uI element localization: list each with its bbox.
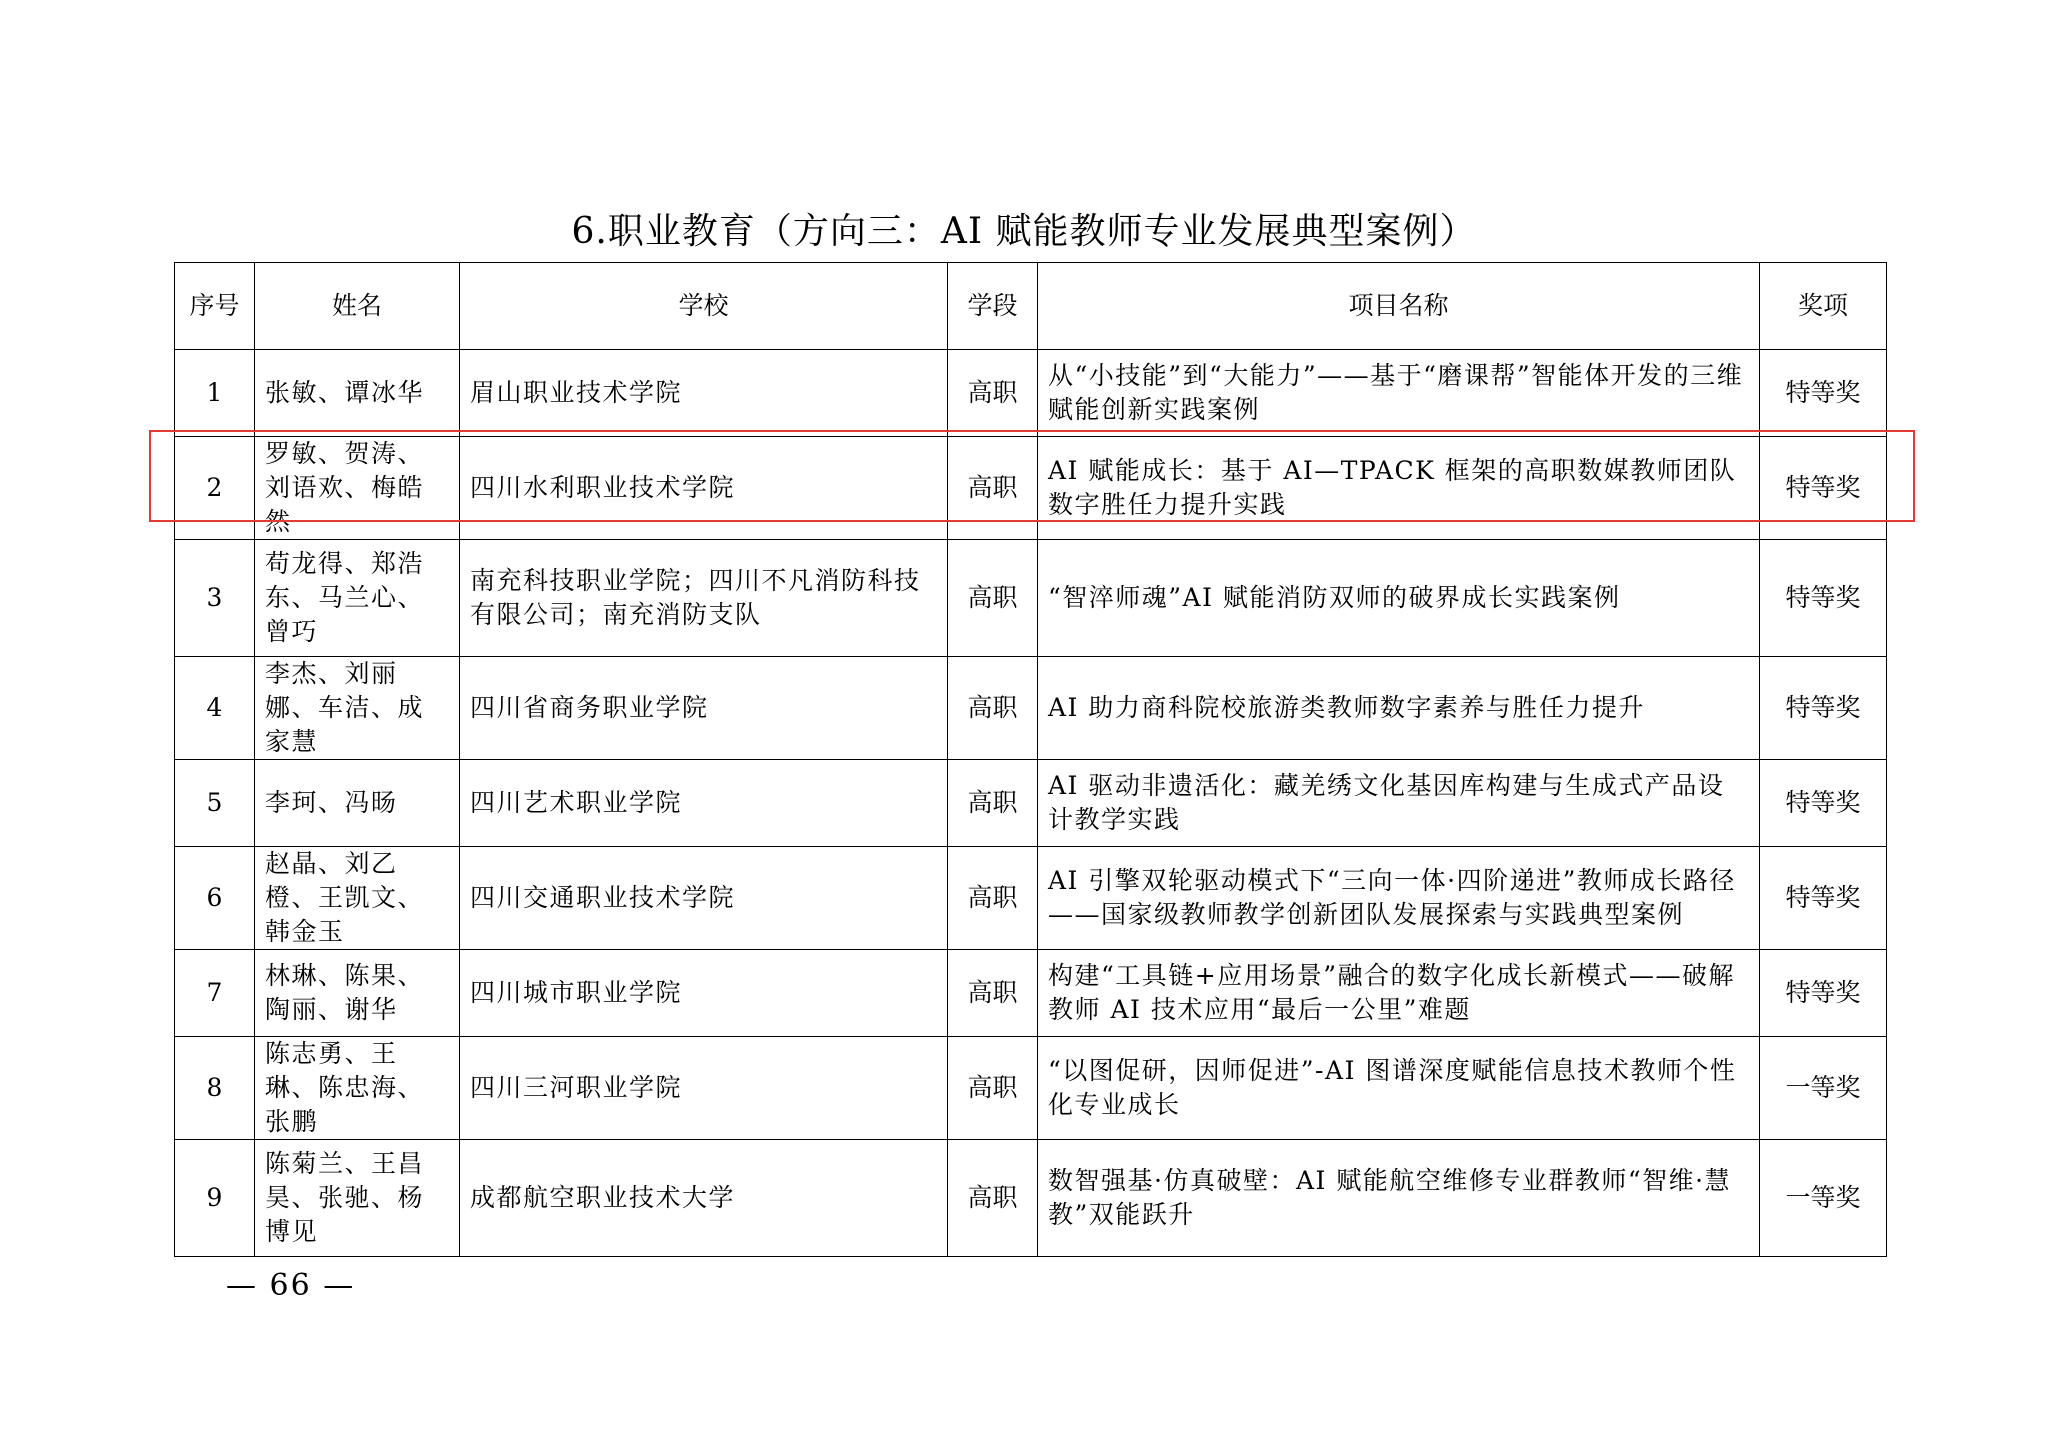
row-no: 8 xyxy=(175,1037,255,1140)
header-no: 序号 xyxy=(175,263,255,350)
row-names: 张敏、谭冰华 xyxy=(255,350,460,437)
row-school: 四川省商务职业学院 xyxy=(460,657,948,760)
row-names: 赵晶、刘乙橙、王凯文、韩金玉 xyxy=(255,847,460,950)
row-no: 6 xyxy=(175,847,255,950)
row-school: 眉山职业技术学院 xyxy=(460,350,948,437)
row-names: 罗敏、贺涛、刘语欢、梅皓然 xyxy=(255,437,460,540)
row-school: 四川交通职业技术学院 xyxy=(460,847,948,950)
row-names: 李杰、刘丽娜、车洁、成家慧 xyxy=(255,657,460,760)
document-title: 6.职业教育（方向三：AI 赋能教师专业发展典型案例） xyxy=(571,211,1477,252)
row-school: 四川艺术职业学院 xyxy=(460,760,948,847)
row-level: 高职 xyxy=(948,350,1038,437)
row-project: 从“小技能”到“大能力”——基于“磨课帮”智能体开发的三维赋能创新实践案例 xyxy=(1038,350,1760,437)
row-names: 苟龙得、郑浩东、马兰心、曾巧 xyxy=(255,540,460,657)
row-names: 陈志勇、王琳、陈忠海、张鹏 xyxy=(255,1037,460,1140)
row-project: AI 助力商科院校旅游类教师数字素养与胜任力提升 xyxy=(1038,657,1760,760)
row-names: 林琳、陈果、陶丽、谢华 xyxy=(255,950,460,1037)
page-number: — 66 — xyxy=(226,1268,356,1303)
row-no: 2 xyxy=(175,437,255,540)
row-school: 四川水利职业技术学院 xyxy=(460,437,948,540)
row-award: 特等奖 xyxy=(1760,760,1887,847)
row-no: 5 xyxy=(175,760,255,847)
table-row xyxy=(175,1140,1887,1257)
row-level: 高职 xyxy=(948,657,1038,760)
row-project: 数智强基·仿真破壁：AI 赋能航空维修专业群教师“智维·慧教”双能跃升 xyxy=(1038,1140,1760,1257)
row-level: 高职 xyxy=(948,847,1038,950)
table-row xyxy=(175,950,1887,1037)
row-no: 1 xyxy=(175,350,255,437)
row-award: 一等奖 xyxy=(1760,1140,1887,1257)
table-row xyxy=(175,1037,1887,1140)
table-row xyxy=(175,540,1887,657)
table-row xyxy=(175,350,1887,437)
row-school: 成都航空职业技术大学 xyxy=(460,1140,948,1257)
row-award: 特等奖 xyxy=(1760,437,1887,540)
row-project: AI 引擎双轮驱动模式下“三向一体·四阶递进”教师成长路径——国家级教师教学创新团队发展探索与实践典型案例 xyxy=(1038,847,1760,950)
header-names: 姓名 xyxy=(255,263,460,350)
row-no: 3 xyxy=(175,540,255,657)
row-project: AI 驱动非遗活化：藏羌绣文化基因库构建与生成式产品设计教学实践 xyxy=(1038,760,1760,847)
row-no: 7 xyxy=(175,950,255,1037)
row-project: “智淬师魂”AI 赋能消防双师的破界成长实践案例 xyxy=(1038,540,1760,657)
row-no: 4 xyxy=(175,657,255,760)
awards-table xyxy=(174,262,1887,1257)
row-project: 构建“工具链+应用场景”融合的数字化成长新模式——破解教师 AI 技术应用“最后一公里”难题 xyxy=(1038,950,1760,1037)
row-names: 李珂、冯旸 xyxy=(255,760,460,847)
row-level: 高职 xyxy=(948,437,1038,540)
header-school: 学校 xyxy=(460,263,948,350)
row-level: 高职 xyxy=(948,1037,1038,1140)
table-header-row xyxy=(175,263,1887,350)
row-level: 高职 xyxy=(948,760,1038,847)
table-row xyxy=(175,437,1887,540)
row-names: 陈菊兰、王昌昊、张驰、杨博见 xyxy=(255,1140,460,1257)
row-award: 一等奖 xyxy=(1760,1037,1887,1140)
header-award: 奖项 xyxy=(1760,263,1887,350)
row-project: AI 赋能成长：基于 AI—TPACK 框架的高职数媒教师团队数字胜任力提升实践 xyxy=(1038,437,1760,540)
row-award: 特等奖 xyxy=(1760,350,1887,437)
row-award: 特等奖 xyxy=(1760,847,1887,950)
table-row xyxy=(175,760,1887,847)
row-school: 四川三河职业学院 xyxy=(460,1037,948,1140)
table-row xyxy=(175,657,1887,760)
row-project: “以图促研，因师促进”-AI 图谱深度赋能信息技术教师个性化专业成长 xyxy=(1038,1037,1760,1140)
row-school: 南充科技职业学院；四川不凡消防科技有限公司；南充消防支队 xyxy=(460,540,948,657)
row-award: 特等奖 xyxy=(1760,657,1887,760)
row-award: 特等奖 xyxy=(1760,540,1887,657)
table-row xyxy=(175,847,1887,950)
row-level: 高职 xyxy=(948,1140,1038,1257)
row-no: 9 xyxy=(175,1140,255,1257)
row-school: 四川城市职业学院 xyxy=(460,950,948,1037)
row-award: 特等奖 xyxy=(1760,950,1887,1037)
header-project: 项目名称 xyxy=(1038,263,1760,350)
header-level: 学段 xyxy=(948,263,1038,350)
row-level: 高职 xyxy=(948,950,1038,1037)
row-level: 高职 xyxy=(948,540,1038,657)
